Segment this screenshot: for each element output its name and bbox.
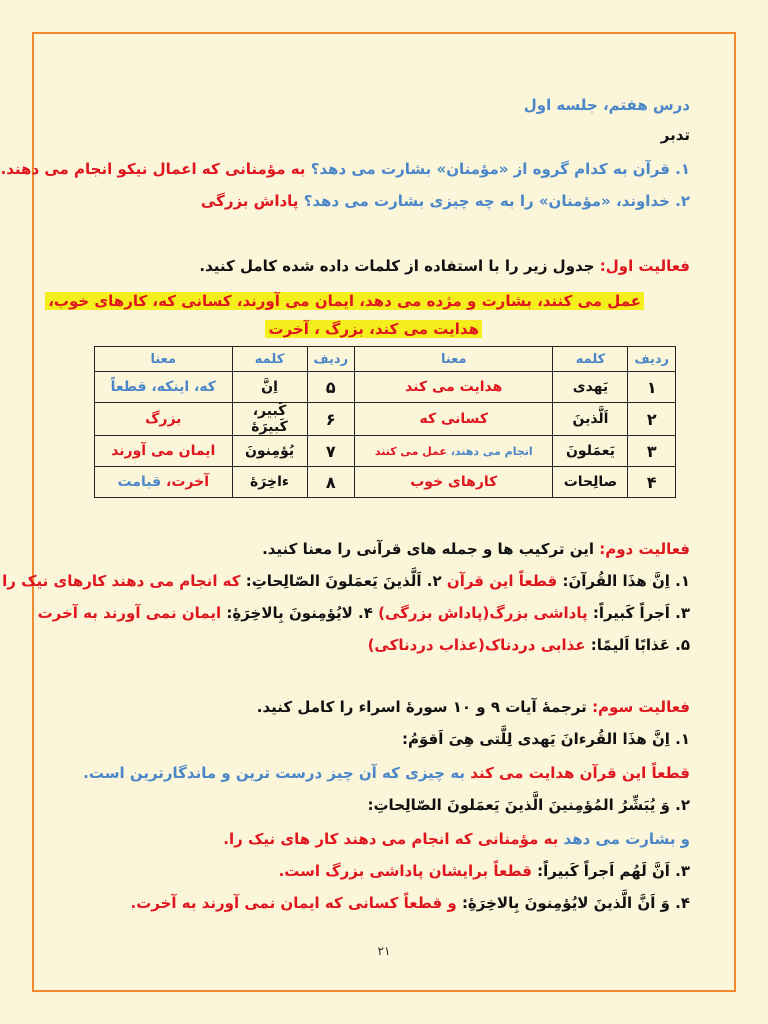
row-word: ءاخِرَۀ [232,467,307,498]
activity-2-label: فعالیت دوم: [599,540,690,558]
lesson-title: درس هفتم، جلسه اول [523,96,690,114]
row-word: یُؤمِنونَ [232,436,307,467]
row-meaning: ایمان می آورند [95,436,233,467]
activity-1-heading [199,255,690,277]
row-meaning: هدایت می کند [355,372,553,403]
verse-4-arabic: ۴. وَ اَنَّ الَّذینَ لایُؤمِنونَ بِالاخِرَۀِ: [461,894,690,912]
row-meaning: کسانی که [355,403,553,436]
question-1-answer: به مؤمنانی که اعمال نیکو انجام می دهند. [0,160,306,178]
question-2-answer: پاداش بزرگی [200,192,299,210]
row-number: ۳ [628,436,676,467]
question-2 [201,190,690,212]
verse-1-arabic: ۱. اِنَّ هذَا القُرءانَ یَهدی لِلَّتی هِیَ اَقوَمُ: [401,730,690,748]
row-word: اِنَّ [232,372,307,403]
row-word: اَلَّذینَ [553,403,628,436]
header-radif-right: ردیف [628,347,676,372]
verse-3-translation: قطعاً برایشان پاداشی بزرگ است. [278,862,532,880]
question-1 [1,158,690,180]
activity-2-line-2 [38,602,690,624]
row-meaning: که، اینکه، قطعاً [95,372,233,403]
section-tadabbor: تدبر [660,126,690,144]
question-2-text: خداوند، «مؤمنان» را به چه چیزی بشارت می دهد؟ [303,192,670,210]
activity-2-line-1 [2,570,690,592]
table-row [95,467,676,498]
verse-2-arabic: ۲. وَ یُبَشِّرُ المُؤمِنینَ الَّذینَ یَعمَلونَ الصّالِحاتِ: [367,796,690,814]
item-1-meaning: قطعاً این قرآن [446,572,558,590]
verse-2-translation-red: به مؤمنانی که انجام می دهند کار های نیک را. [223,830,559,848]
verse-1-translation [83,762,690,784]
row-number: ۸ [307,467,355,498]
item-3-meaning: پاداشی بزرگ(پاداش بزرگی) [378,604,588,622]
item-2-arabic: ۲. اَلَّذینَ یَعمَلونَ الصّالِحاتِ: [245,572,442,590]
item-4-arabic: ۴. لایُؤمِنونَ بِالاخِرَۀِ: [226,604,373,622]
verse-4-translation: و قطعاً کسانی که ایمان نمی آورند به آخرت. [130,894,457,912]
row-meaning: بزرگ [95,403,233,436]
row-word: یَهدی [553,372,628,403]
row-word: صالِحات [553,467,628,498]
row-meaning-part-b: قیامت [117,474,162,490]
item-5-meaning: عذابی دردناک(عذاب دردناکی) [367,636,586,654]
verse-4 [131,892,691,914]
header-radif-left: ردیف [307,347,355,372]
activity-2-line-3 [368,634,690,656]
activity-3-heading [257,696,690,718]
verse-1-translation-blue: به چیزی که آن چیز درست ترین و ماندگارترین است. [83,764,466,782]
table-row [95,436,676,467]
row-number: ۶ [307,403,355,436]
question-1-number: ۱. [675,160,690,178]
item-4-meaning: ایمان نمی آورند به آخرت [37,604,222,622]
activity-1-label: فعالیت اول: [599,257,690,275]
row-meaning [355,436,553,467]
row-meaning [95,467,233,498]
activity-2-instruction: این ترکیب ها و جمله های قرآنی را معنا کنید. [262,540,594,558]
row-meaning-part-a: آخرت، [166,474,210,490]
item-5-arabic: ۵. عَذابًا اَلیمًا: [590,636,690,654]
word-bank-line-1 [45,289,644,313]
table-header-row [95,347,676,372]
activity-3-label: فعالیت سوم: [592,698,690,716]
row-number: ۵ [307,372,355,403]
table-row [95,403,676,436]
item-1-arabic: ۱. اِنَّ هذَا القُرآنَ: [562,572,690,590]
header-mana-left: معنا [95,347,233,372]
header-kalame-right: کلمه [553,347,628,372]
word-bank-line-2 [265,317,482,341]
verse-1-translation-red: قطعاً این قرآن هدایت می کند [470,764,690,782]
verse-2-translation [223,828,690,850]
row-word: کَبیر، کَبیرَۀ [232,403,307,436]
header-mana-right: معنا [355,347,553,372]
row-number: ۲ [628,403,676,436]
verse-3-arabic: ۳. اَنَّ لَهُم اَجراً کَبیراً: [537,862,690,880]
verse-3 [279,860,690,882]
word-bank-2: هدایت می کند، بزرگ ، آخرت [265,320,482,338]
verse-2-translation-blue: و بشارت می دهد [563,830,690,848]
word-bank-1: عمل می کنند، بشارت و مژده می دهد، ایمان می آورند، کسانی که، کارهای خوب، [45,292,644,310]
page-number: ۲۱ [377,944,391,958]
row-number: ۴ [628,467,676,498]
row-meaning-part-a: انجام می دهند، [450,444,533,458]
table-row [95,372,676,403]
row-meaning-part-b: عمل می کنند [374,444,447,458]
item-3-arabic: ۳. اَجراً کَبیراً: [592,604,690,622]
row-meaning: کارهای خوب [355,467,553,498]
question-2-number: ۲. [675,192,690,210]
row-number: ۷ [307,436,355,467]
row-word: یَعمَلونَ [553,436,628,467]
activity-2-heading [262,538,690,560]
activity-3-instruction: ترجمهٔ آیات ۹ و ۱۰ سورهٔ اسراء را کامل کنید. [256,698,587,716]
vocabulary-table [94,346,676,498]
header-kalame-left: کلمه [232,347,307,372]
question-1-text: قرآن به کدام گروه از «مؤمنان» بشارت می دهد؟ [310,160,670,178]
activity-1-instruction: جدول زیر را با استفاده از کلمات داده شده کامل کنید. [199,257,595,275]
row-number: ۱ [628,372,676,403]
item-2-meaning: که انجام می دهند کارهای نیک را [2,572,241,590]
